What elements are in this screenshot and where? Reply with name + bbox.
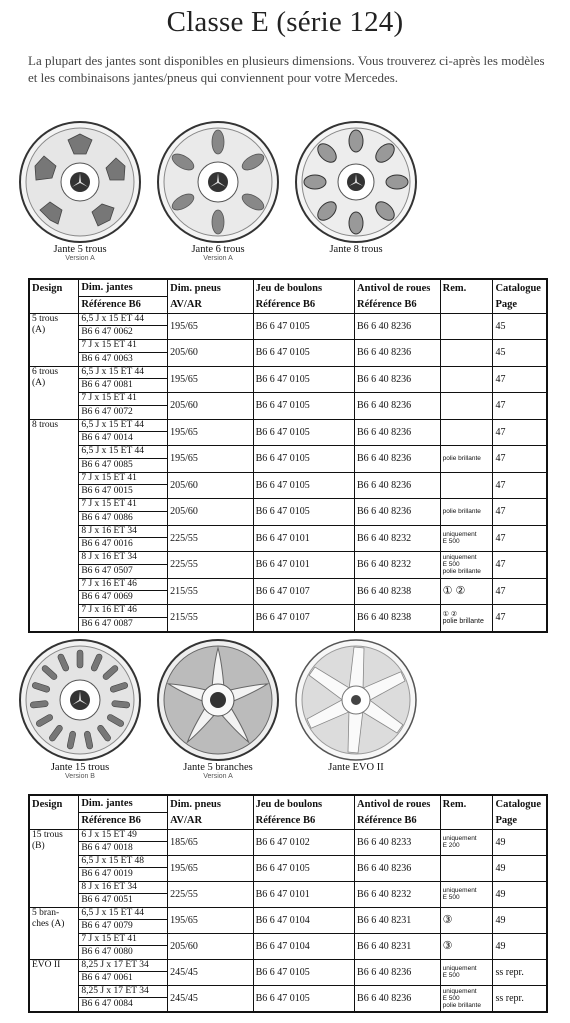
cell-design: 8 trous — [29, 419, 79, 446]
cell-dim-pneus: 205/60 — [168, 340, 253, 367]
cell-design — [29, 393, 79, 420]
cell-ref-b6: B6 6 47 0087 — [81, 618, 133, 629]
spec-table-2 — [28, 794, 548, 1013]
cell-jeu-boulons: B6 6 47 0105 — [253, 313, 354, 340]
cell-dim-value: 6,5 J x 15 ET 44 — [79, 314, 167, 327]
cell-dim-jantes — [79, 366, 168, 393]
cell-ref-b6: B6 6 47 0063 — [81, 353, 133, 364]
col-antivol: Antivol de roues — [355, 279, 441, 296]
cell-rem — [440, 340, 493, 367]
cell-jeu-boulons: B6 6 47 0101 — [253, 525, 354, 552]
spec-table-1 — [28, 278, 548, 633]
cell-rem: ③ — [440, 933, 493, 959]
cell-dim-pneus: 195/65 — [168, 446, 253, 473]
cell-dim-jantes — [79, 907, 168, 933]
cell-rem: uniquement E 500 polie brillante — [440, 552, 493, 579]
cell-design — [29, 472, 79, 499]
wheel-version: Version A — [203, 773, 233, 780]
cell-dim-pneus: 215/55 — [168, 578, 253, 605]
cell-dim-pneus: 225/55 — [168, 552, 253, 579]
wheel-5-trous — [5, 120, 155, 263]
col-ref-b6: Référence B6 — [79, 812, 168, 829]
cell-jeu-boulons: B6 6 47 0104 — [253, 907, 354, 933]
col-ref-b6: Référence B6 — [79, 296, 168, 313]
cell-page: 47 — [493, 525, 547, 552]
col-design: Design — [29, 279, 79, 296]
cell-dim-jantes — [79, 552, 168, 579]
table-row — [29, 340, 547, 367]
table-row — [29, 959, 547, 985]
cell-dim-jantes — [79, 578, 168, 605]
cell-rem: ③ — [440, 907, 493, 933]
wheel-5-branches — [143, 638, 293, 781]
table-subheader-row — [29, 296, 547, 313]
cell-jeu-boulons: B6 6 47 0105 — [253, 393, 354, 420]
cell-dim-pneus: 205/60 — [168, 393, 253, 420]
cell-antivol: B6 6 40 8236 — [355, 499, 441, 526]
cell-dim-value: 8,25 J x 17 ET 34 — [79, 986, 167, 999]
wheel-label: Jante 8 trous — [329, 244, 383, 255]
cell-ref-b6: B6 6 47 0072 — [81, 406, 133, 417]
intro-text: La plupart des jantes sont disponibles en plusieurs dimensions. Vous trouverez ci-après les modèles et les combinaisons jantes/pneus qui conviennent pour votre Mercedes. — [28, 53, 545, 85]
cell-dim-pneus: 195/65 — [168, 907, 253, 933]
cell-rem — [440, 855, 493, 881]
cell-design — [29, 578, 79, 605]
col-antivol: Antivol de roues — [355, 795, 441, 812]
cell-rem — [440, 419, 493, 446]
wheel-label: Jante 6 trous — [191, 244, 245, 255]
wheel-label: Jante 5 trous — [53, 244, 107, 255]
col-dim-pneus: Dim. pneus — [168, 795, 253, 812]
cell-ref-b6: B6 6 47 0062 — [81, 327, 133, 338]
cell-ref-b6: B6 6 47 0079 — [81, 921, 133, 931]
cell-rem: polie brillante — [440, 446, 493, 473]
col-design-blank — [29, 812, 79, 829]
cell-design — [29, 985, 79, 1012]
cell-design — [29, 605, 79, 632]
cell-dim-value: 8 J x 16 ET 34 — [79, 552, 167, 565]
cell-rem — [440, 366, 493, 393]
cell-jeu-boulons: B6 6 47 0105 — [253, 419, 354, 446]
cell-ref-b6: B6 6 47 0051 — [81, 895, 133, 905]
wheel-version: Version B — [65, 773, 95, 780]
cell-page: 49 — [493, 907, 547, 933]
table-row — [29, 881, 547, 907]
cell-dim-value: 8 J x 16 ET 34 — [79, 526, 167, 539]
col-av-ar: AV/AR — [168, 296, 253, 313]
table-row — [29, 907, 547, 933]
cell-antivol: B6 6 40 8236 — [355, 366, 441, 393]
cell-antivol: B6 6 40 8232 — [355, 525, 441, 552]
col-catalogue: Catalogue — [493, 279, 547, 296]
table-row — [29, 446, 547, 473]
wheel-15-trous — [5, 638, 155, 781]
cell-antivol: B6 6 40 8236 — [355, 472, 441, 499]
table-subheader-row — [29, 812, 547, 829]
cell-dim-pneus: 195/65 — [168, 313, 253, 340]
cell-dim-pneus: 195/65 — [168, 855, 253, 881]
cell-dim-jantes — [79, 829, 168, 855]
cell-dim-value: 6,5 J x 15 ET 44 — [79, 446, 167, 459]
cell-ref-b6: B6 6 47 0080 — [81, 947, 133, 957]
cell-dim-value: 6,5 J x 15 ET 48 — [79, 856, 167, 869]
table-row — [29, 552, 547, 579]
cell-ref-b6: B6 6 47 0015 — [81, 486, 133, 497]
cell-page: 47 — [493, 472, 547, 499]
col-ref-b6-boulons: Référence B6 — [253, 812, 354, 829]
col-ref-b6-antivol: Référence B6 — [355, 812, 441, 829]
cell-jeu-boulons: B6 6 47 0101 — [253, 881, 354, 907]
cell-rem — [440, 393, 493, 420]
col-rem: Rem. — [440, 279, 493, 296]
cell-design: 6 trous (A) — [29, 366, 79, 393]
cell-ref-b6: B6 6 47 0061 — [81, 973, 133, 983]
cell-dim-pneus: 195/65 — [168, 366, 253, 393]
cell-page: ss repr. — [493, 985, 547, 1012]
cell-jeu-boulons: B6 6 47 0107 — [253, 605, 354, 632]
wheel-6-trous — [143, 120, 293, 263]
cell-dim-pneus: 245/45 — [168, 985, 253, 1012]
cell-dim-jantes — [79, 393, 168, 420]
cell-antivol: B6 6 40 8236 — [355, 393, 441, 420]
cell-dim-value: 8,25 J x 17 ET 34 — [79, 960, 167, 973]
cell-design — [29, 933, 79, 959]
cell-design — [29, 446, 79, 473]
cell-design: 15 trous (B) — [29, 829, 79, 855]
cell-design — [29, 499, 79, 526]
cell-jeu-boulons: B6 6 47 0101 — [253, 552, 354, 579]
table-row — [29, 313, 547, 340]
cell-dim-jantes — [79, 855, 168, 881]
cell-dim-value: 6,5 J x 15 ET 44 — [79, 908, 167, 921]
wheel-version: Version A — [65, 255, 95, 262]
cell-jeu-boulons: B6 6 47 0105 — [253, 446, 354, 473]
table-row — [29, 829, 547, 855]
cell-dim-value: 7 J x 16 ET 46 — [79, 579, 167, 592]
table-row — [29, 525, 547, 552]
table-row — [29, 578, 547, 605]
cell-rem: uniquement E 500 — [440, 881, 493, 907]
cell-design — [29, 855, 79, 881]
cell-rem: ① ② polie brillante — [440, 605, 493, 632]
cell-page: 49 — [493, 881, 547, 907]
cell-rem: uniquement E 500 — [440, 959, 493, 985]
cell-design: 5 bran- ches (A) — [29, 907, 79, 933]
cell-dim-value: 6,5 J x 15 ET 44 — [79, 367, 167, 380]
cell-antivol: B6 6 40 8233 — [355, 829, 441, 855]
cell-rem: uniquement E 500 — [440, 525, 493, 552]
cell-design: EVO II — [29, 959, 79, 985]
cell-ref-b6: B6 6 47 0507 — [81, 565, 133, 576]
cell-rem: ① ② — [440, 578, 493, 605]
cell-antivol: B6 6 40 8236 — [355, 340, 441, 367]
cell-dim-value: 7 J x 15 ET 41 — [79, 340, 167, 353]
table-row — [29, 393, 547, 420]
cell-antivol: B6 6 40 8236 — [355, 419, 441, 446]
col-dim-pneus: Dim. pneus — [168, 279, 253, 296]
cell-jeu-boulons: B6 6 47 0105 — [253, 472, 354, 499]
table-row — [29, 499, 547, 526]
cell-dim-pneus: 225/55 — [168, 881, 253, 907]
cell-jeu-boulons: B6 6 47 0104 — [253, 933, 354, 959]
col-catalogue: Catalogue — [493, 795, 547, 812]
col-dim-jantes: Dim. jantes — [79, 279, 168, 296]
cell-antivol: B6 6 40 8236 — [355, 446, 441, 473]
wheel-evo-ii — [281, 638, 431, 773]
cell-page: 49 — [493, 933, 547, 959]
cell-dim-value: 7 J x 15 ET 41 — [79, 499, 167, 512]
cell-antivol: B6 6 40 8238 — [355, 605, 441, 632]
col-dim-jantes: Dim. jantes — [79, 795, 168, 812]
table-row — [29, 472, 547, 499]
cell-dim-value: 7 J x 15 ET 41 — [79, 393, 167, 406]
cell-dim-pneus: 205/60 — [168, 472, 253, 499]
cell-dim-jantes — [79, 499, 168, 526]
cell-ref-b6: B6 6 47 0016 — [81, 539, 133, 550]
cell-rem — [440, 313, 493, 340]
cell-dim-pneus: 225/55 — [168, 525, 253, 552]
cell-jeu-boulons: B6 6 47 0107 — [253, 578, 354, 605]
cell-dim-value: 6,5 J x 15 ET 44 — [79, 420, 167, 433]
cell-page: 47 — [493, 499, 547, 526]
cell-page: 47 — [493, 393, 547, 420]
cell-page: 47 — [493, 366, 547, 393]
wheel-5-trous-image — [18, 120, 142, 244]
cell-dim-pneus: 195/65 — [168, 419, 253, 446]
cell-dim-value: 7 J x 16 ET 46 — [79, 605, 167, 618]
table-row — [29, 366, 547, 393]
cell-dim-jantes — [79, 340, 168, 367]
cell-page: 47 — [493, 419, 547, 446]
col-rem-blank — [440, 812, 493, 829]
wheel-row-top — [0, 120, 570, 270]
cell-jeu-boulons: B6 6 47 0105 — [253, 959, 354, 985]
table-header-row — [29, 279, 547, 296]
cell-page: 47 — [493, 578, 547, 605]
table-row — [29, 933, 547, 959]
wheel-5-branches-image — [156, 638, 280, 762]
cell-ref-b6: B6 6 47 0019 — [81, 869, 133, 879]
cell-dim-jantes — [79, 605, 168, 632]
col-rem: Rem. — [440, 795, 493, 812]
table-row — [29, 419, 547, 446]
cell-antivol: B6 6 40 8231 — [355, 907, 441, 933]
cell-ref-b6: B6 6 47 0014 — [81, 433, 133, 444]
cell-jeu-boulons: B6 6 47 0105 — [253, 499, 354, 526]
cell-dim-jantes — [79, 985, 168, 1012]
cell-page: 45 — [493, 313, 547, 340]
cell-page: 45 — [493, 340, 547, 367]
cell-dim-jantes — [79, 881, 168, 907]
cell-ref-b6: B6 6 47 0085 — [81, 459, 133, 470]
cell-jeu-boulons: B6 6 47 0105 — [253, 366, 354, 393]
cell-page: 49 — [493, 829, 547, 855]
cell-dim-value: 8 J x 16 ET 34 — [79, 882, 167, 895]
cell-page: ss repr. — [493, 959, 547, 985]
cell-page: 47 — [493, 552, 547, 579]
cell-antivol: B6 6 40 8236 — [355, 855, 441, 881]
page-title: Classe E (série 124) — [166, 6, 404, 38]
wheel-8-trous — [281, 120, 431, 255]
cell-dim-jantes — [79, 313, 168, 340]
cell-dim-value: 7 J x 15 ET 41 — [79, 473, 167, 486]
col-design: Design — [29, 795, 79, 812]
cell-dim-pneus: 245/45 — [168, 959, 253, 985]
cell-rem — [440, 472, 493, 499]
wheel-6-trous-image — [156, 120, 280, 244]
table-header-row — [29, 795, 547, 812]
cell-page: 49 — [493, 855, 547, 881]
cell-design — [29, 881, 79, 907]
cell-antivol: B6 6 40 8231 — [355, 933, 441, 959]
cell-jeu-boulons: B6 6 47 0105 — [253, 985, 354, 1012]
cell-jeu-boulons: B6 6 47 0105 — [253, 340, 354, 367]
cell-antivol: B6 6 40 8232 — [355, 881, 441, 907]
cell-dim-jantes — [79, 959, 168, 985]
cell-jeu-boulons: B6 6 47 0105 — [253, 855, 354, 881]
wheel-8-trous-image — [294, 120, 418, 244]
col-ref-b6-antivol: Référence B6 — [355, 296, 441, 313]
cell-antivol: B6 6 40 8236 — [355, 313, 441, 340]
cell-antivol: B6 6 40 8238 — [355, 578, 441, 605]
wheel-label: Jante 15 trous — [50, 762, 110, 773]
col-jeu-boulons: Jeu de boulons — [253, 279, 354, 296]
table-row — [29, 855, 547, 881]
wheel-label: Jante 5 branches — [183, 762, 253, 773]
cell-dim-jantes — [79, 525, 168, 552]
cell-dim-value: 7 J x 15 ET 41 — [79, 934, 167, 947]
col-jeu-boulons: Jeu de boulons — [253, 795, 354, 812]
cell-dim-pneus: 205/60 — [168, 933, 253, 959]
cell-dim-jantes — [79, 933, 168, 959]
cell-dim-value: 6 J x 15 ET 49 — [79, 830, 167, 843]
cell-design — [29, 552, 79, 579]
cell-ref-b6: B6 6 47 0084 — [81, 999, 133, 1009]
cell-page: 47 — [493, 446, 547, 473]
cell-dim-pneus: 185/65 — [168, 829, 253, 855]
cell-ref-b6: B6 6 47 0081 — [81, 380, 133, 391]
cell-design: 5 trous (A) — [29, 313, 79, 340]
col-design-blank — [29, 296, 79, 313]
cell-antivol: B6 6 40 8236 — [355, 959, 441, 985]
cell-jeu-boulons: B6 6 47 0102 — [253, 829, 354, 855]
table-row — [29, 605, 547, 632]
col-page: Page — [493, 812, 547, 829]
wheel-15-trous-image — [18, 638, 142, 762]
col-ref-b6-boulons: Référence B6 — [253, 296, 354, 313]
cell-dim-jantes — [79, 472, 168, 499]
col-rem-blank — [440, 296, 493, 313]
cell-ref-b6: B6 6 47 0069 — [81, 592, 133, 603]
wheel-version: Version A — [203, 255, 233, 262]
cell-page: 47 — [493, 605, 547, 632]
cell-dim-jantes — [79, 419, 168, 446]
cell-dim-jantes — [79, 446, 168, 473]
wheel-label: Jante EVO II — [328, 762, 384, 773]
cell-ref-b6: B6 6 47 0086 — [81, 512, 133, 523]
cell-design — [29, 525, 79, 552]
col-page: Page — [493, 296, 547, 313]
cell-rem: polie brillante — [440, 499, 493, 526]
cell-rem: uniquement E 500 polie brillante — [440, 985, 493, 1012]
table-row — [29, 985, 547, 1012]
cell-ref-b6: B6 6 47 0018 — [81, 843, 133, 853]
col-av-ar: AV/AR — [168, 812, 253, 829]
cell-dim-pneus: 215/55 — [168, 605, 253, 632]
cell-antivol: B6 6 40 8236 — [355, 985, 441, 1012]
cell-design — [29, 340, 79, 367]
wheel-row-bottom — [0, 638, 570, 788]
cell-antivol: B6 6 40 8232 — [355, 552, 441, 579]
cell-rem: uniquement E 200 — [440, 829, 493, 855]
cell-dim-pneus: 205/60 — [168, 499, 253, 526]
wheel-evo-ii-image — [294, 638, 418, 762]
